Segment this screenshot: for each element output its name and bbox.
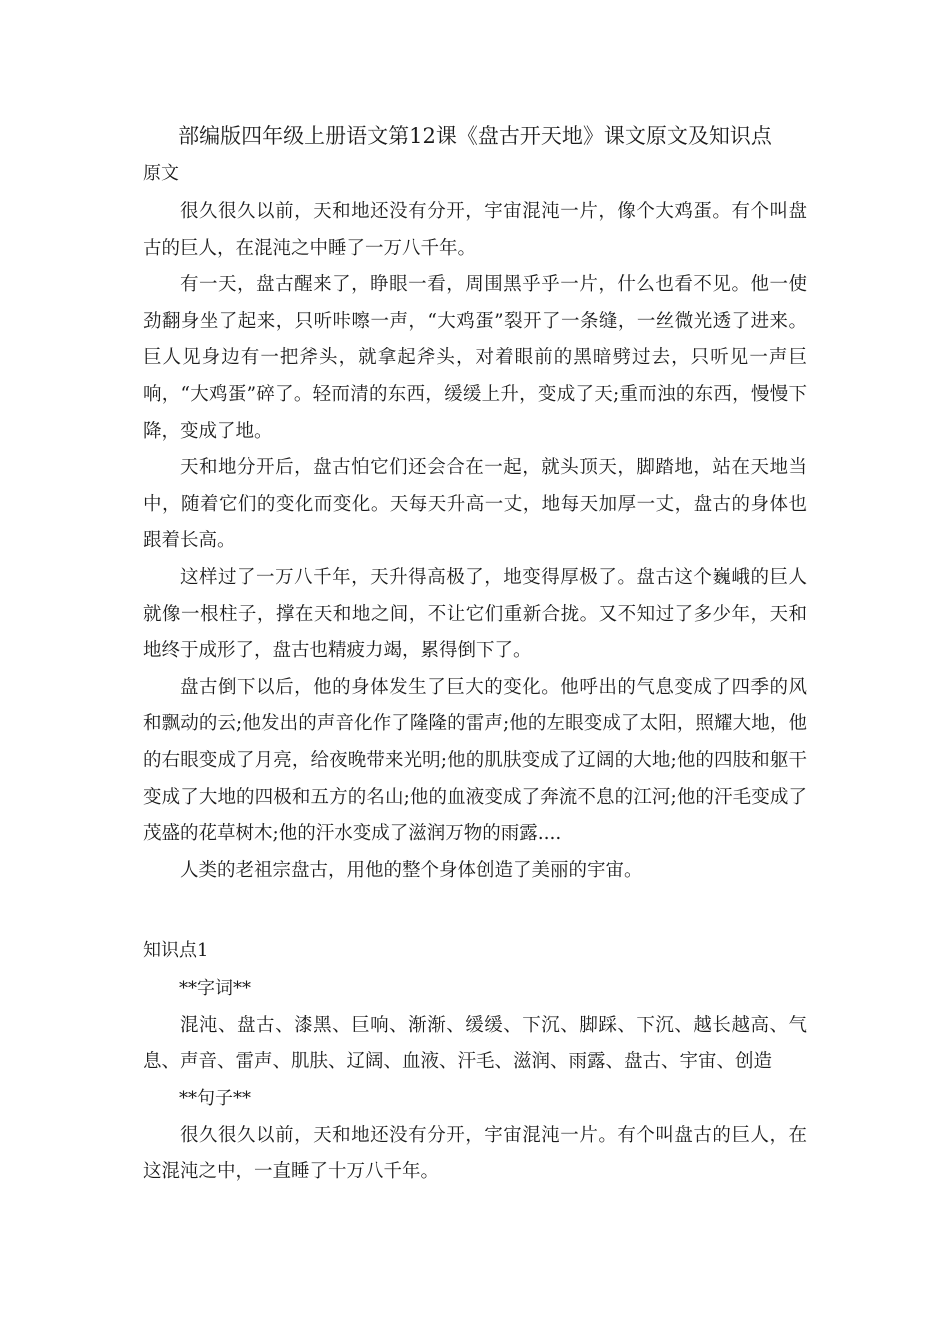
original-paragraph-6: 人类的老祖宗盘古，用他的整个身体创造了美丽的宇宙。 xyxy=(180,859,643,881)
document-title: 部编版四年级上册语文第12课《盘古开天地》课文原文及知识点 xyxy=(178,124,772,148)
original-text-label: 原文 xyxy=(143,163,179,184)
original-paragraph-5: 盘古倒下以后，他的身体发生了巨大的变化。他呼出的气息变成了四季的风和飘动的云;他发出的声音化作了隆隆的雷声;他的左眼变成了太阳，照耀大地，他的右眼变成了月亮，给夜晚带来光明;他的肌肤变成了辽阔的大地;他的四肢和躯干变成了大地的四极和五方的名山;他的血液变成了奔流不息的江河;他的汗毛变成了茂盛的花草树木;他的汗水变成了滋润万物的雨露.... xyxy=(143,676,807,845)
original-paragraph-1: 很久很久以前，天和地还没有分开，宇宙混沌一片，像个大鸡蛋。有个叫盘古的巨人，在混沌之中睡了一万八千年。 xyxy=(143,201,807,259)
section-spacer xyxy=(143,889,807,933)
words-list: 混沌、盘古、漆黑、巨响、渐渐、缓缓、下沉、脚踩、下沉、越长越高、气息、声音、雷声、肌肤、辽阔、血液、汗毛、滋润、雨露、盘古、宇宙、创造 xyxy=(143,1014,807,1073)
sentences-heading: **句子** xyxy=(179,1088,251,1110)
words-heading: **字词** xyxy=(179,978,251,1000)
knowledge-point-label: 知识点1 xyxy=(143,940,209,962)
sentences-text: 很久很久以前，天和地还没有分开，宇宙混沌一片。有个叫盘古的巨人，在这混沌之中，一直睡了十万八千年。 xyxy=(143,1124,807,1183)
original-paragraph-4: 这样过了一万八千年，天升得高极了，地变得厚极了。盘古这个巍峨的巨人就像一根柱子，撑在天和地之间，不让它们重新合拢。又不知过了多少年，天和地终于成形了，盘古也精疲力竭，累得倒下了。 xyxy=(143,566,807,662)
original-paragraph-3: 天和地分开后，盘古怕它们还会合在一起，就头顶天，脚踏地，站在天地当中，随着它们的变化而变化。天每天升高一丈，地每天加厚一丈，盘古的身体也跟着长高。 xyxy=(143,457,807,552)
original-paragraph-2: 有一天，盘古醒来了，睁眼一看，周围黑乎乎一片，什么也看不见。他一使劲翻身坐了起来，只听咔嚓一声，“大鸡蛋”裂开了一条缝，一丝微光透了进来。巨人见身边有一把斧头，就拿起斧头，对着眼前的黑暗劈过去，只听见一声巨响，“大鸡蛋”碎了。轻而清的东西，缓缓上升，变成了天;重而浊的东西，慢慢下降，变成了地。 xyxy=(143,274,807,442)
